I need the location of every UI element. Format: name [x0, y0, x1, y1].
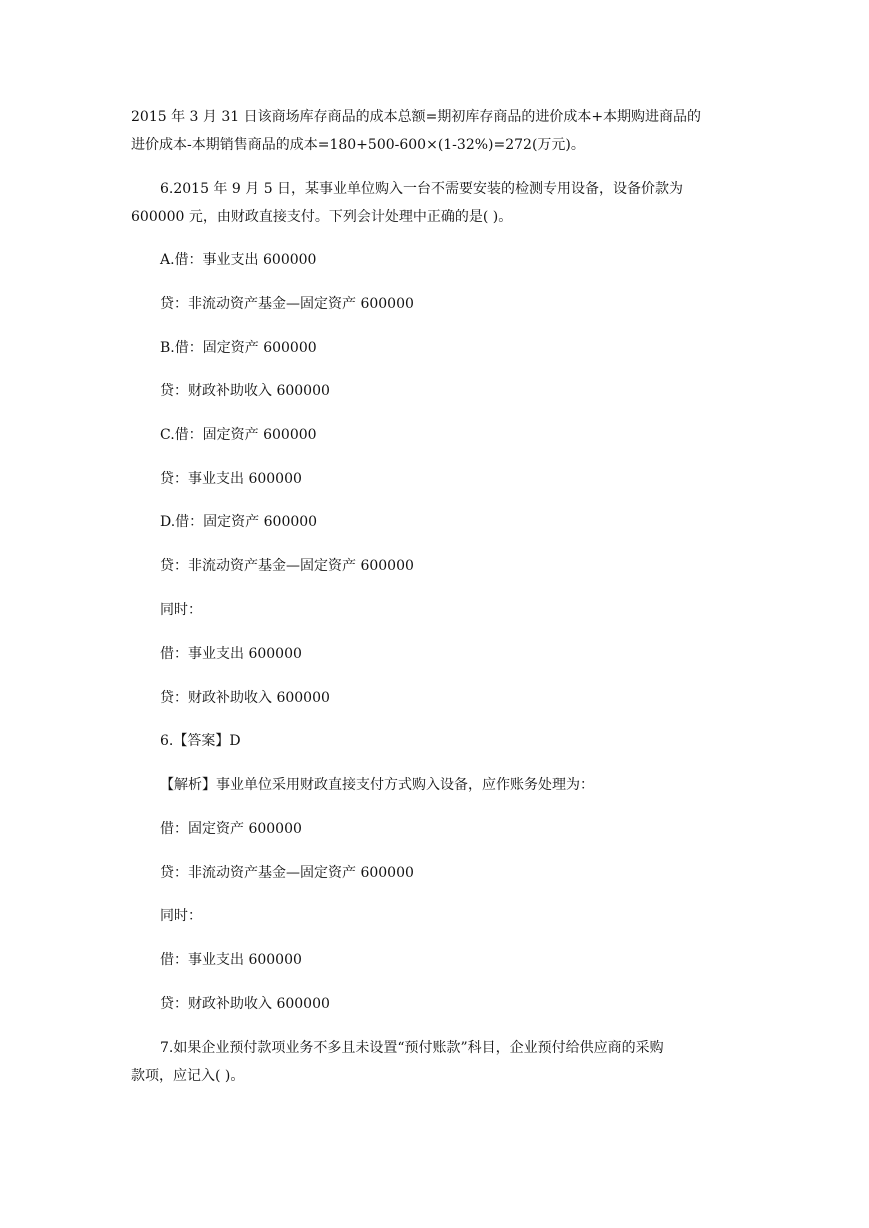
- option-a: A.借：事业支出 600000: [160, 252, 317, 268]
- paragraph-line: 进价成本-本期销售商品的成本=180+500-600×(1-32%)=272(万元)。: [131, 137, 585, 153]
- question-7-line-1: 7.如果企业预付款项业务不多且未设置“预付账款”科目，企业预付给供应商的采购: [160, 1040, 664, 1056]
- paragraph-line: 2015 年 3 月 31 日该商场库存商品的成本总额=期初库存商品的进价成本+本期购进商品的: [131, 109, 702, 125]
- question-6-line-1: 6.2015 年 9 月 5 日，某事业单位购入一台不需要安装的检测专用设备，设备价款为: [160, 181, 684, 197]
- option-d: D.借：固定资产 600000: [160, 514, 318, 530]
- analysis-credit: 贷：非流动资产基金—固定资产 600000: [160, 865, 414, 881]
- option-c-credit: 贷：事业支出 600000: [160, 471, 302, 487]
- analysis-debit: 借：固定资产 600000: [160, 821, 302, 837]
- option-b-credit: 贷：财政补助收入 600000: [160, 383, 330, 399]
- option-d-meanwhile: 同时：: [160, 602, 202, 618]
- analysis-meanwhile: 同时：: [160, 908, 202, 924]
- question-6-line-2: 600000 元，由财政直接支付。下列会计处理中正确的是( )。: [131, 209, 513, 225]
- analysis-debit-2: 借：事业支出 600000: [160, 952, 302, 968]
- analysis-credit-2: 贷：财政补助收入 600000: [160, 996, 330, 1012]
- analysis-line: 【解析】事业单位采用财政直接支付方式购入设备，应作账务处理为：: [160, 777, 594, 793]
- option-b: B.借：固定资产 600000: [160, 340, 317, 356]
- option-c: C.借：固定资产 600000: [160, 427, 317, 443]
- option-d-credit: 贷：非流动资产基金—固定资产 600000: [160, 558, 414, 574]
- answer-line: 6.【答案】D: [160, 733, 241, 749]
- question-7-line-2: 款项，应记入( )。: [131, 1068, 245, 1084]
- option-d-credit-2: 贷：财政补助收入 600000: [160, 690, 330, 706]
- option-a-credit: 贷：非流动资产基金—固定资产 600000: [160, 296, 414, 312]
- option-d-debit-2: 借：事业支出 600000: [160, 646, 302, 662]
